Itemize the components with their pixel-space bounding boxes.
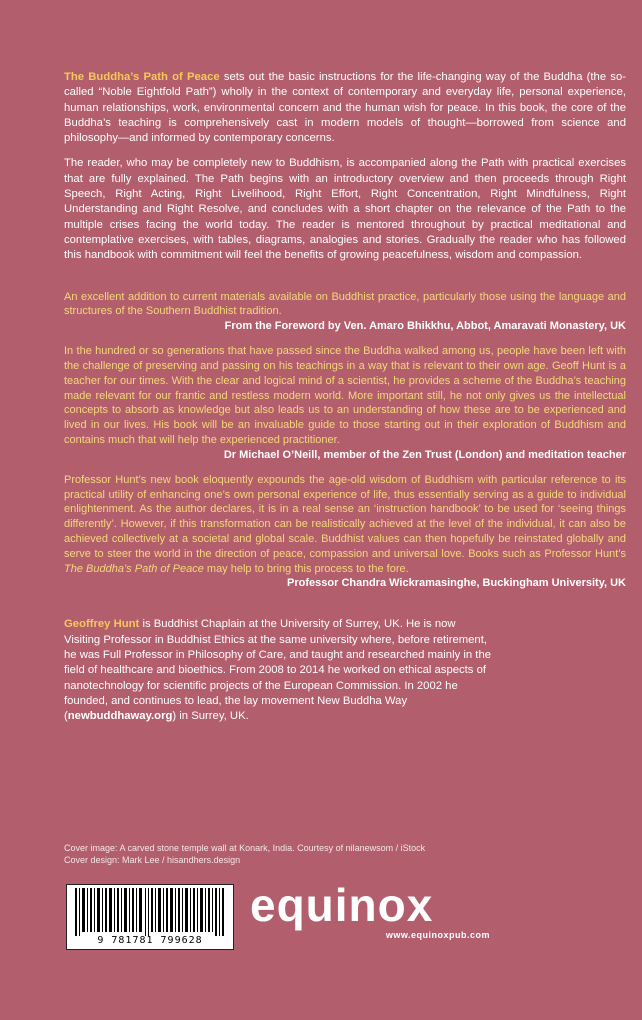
quote-2-attribution: Dr Michael O’Neill, member of the Zen Trust (London) and meditation teacher (223, 448, 626, 461)
quote-3-book-title: The Buddha’s Path of Peace (64, 562, 204, 575)
back-cover-content (64, 70, 626, 724)
isbn-barcode (66, 884, 234, 950)
publisher-logo-text: equinox (250, 879, 434, 931)
quote-3-text-start: Professor Hunt’s new book eloquently expounds the age-old wisdom of Buddhism with particular reference to its practical utility of enhancing one’s own personal experience of life, thus essentially serving as a guide to individual enlightenment. As the author declares, it is in a real sense an ‘instruction handbook’ to be used for ‘seeing things differently’. However, if this transformation can be realistically achieved at the level of the individual, it can also be achieved collectively at a societal and global scale. Buddhist values can then hopefully be reinstated globally and serve to steer the world in the direction of peace, compassion and universal love. Books such as Professor Hunt’s (64, 473, 626, 560)
blurb-paragraph-2: The reader, who may be completely new to Buddhism, is accompanied along the Path with practical exercises that are fully explained. The Path begins with an introductory overview and then proceeds through Right Speech, Right Acting, Right Livelihood, Right Effort, Right Concentration, Right Mindfulness, Right Understanding and Right Resolve, and concludes with a short chapter on the relevance of the Path to the multiple crises facing the world today. The reader is mentored throughout by practical meditational and contemplative exercises, with tables, diagrams, analogies and stories. Gradually the reader who has followed this handbook with commitment will feel the benefits of growing peacefulness, wisdom and compassion. (64, 157, 626, 262)
barcode-icon (67, 888, 233, 938)
cover-image-credit: Cover image: A carved stone temple wall at Konark, India. Courtesy of nilanewsom / iStock (64, 843, 426, 853)
publisher-url: www.equinoxpub.com (385, 930, 490, 940)
quote-3-text (64, 473, 626, 577)
isbn-number: 9 781781 799628 (97, 935, 203, 946)
quote-3-text-end: may help to bring this process to the fore. (203, 562, 409, 575)
author-bio-text: is Buddhist Chaplain at the University of Surrey, UK. He is now Visiting Professor in Buddhist Ethics at the same university where, before retirement, he was Full Professor in Philosophy of Care, and taught and researched mainly in the field of healthcare and bioethics. From 2008 to 2014 he worked on ethical aspects of nanotechnology for scientific projects of the European Commission. In 2002 he founded, and continues to lead, the lay movement New Buddha Way ( (64, 618, 492, 723)
publisher-logo (250, 879, 490, 942)
quote-3-attribution: Professor Chandra Wickramasinghe, Buckingham University, UK (287, 577, 626, 590)
author-bio-end: ) in Surrey, UK. (172, 710, 249, 723)
book-title-highlight: The Buddha’s Path of Peace (64, 71, 220, 83)
cover-credits (64, 842, 425, 866)
author-website-link: newbuddhaway.org (67, 710, 173, 723)
quote-1-attribution: From the Foreword by Ven. Amaro Bhikkhu, Abbot, Amaravati Monastery, UK (224, 320, 626, 333)
blurb-1-text: sets out the basic instructions for the life-changing way of the Buddha (the so-called “Noble Eightfold Path”) wholly in the context of contemporary and everyday life, personal experience, human relationships, work, environmental concern and the human wish for peace. In this book, the core of the Buddha’s teaching is comprehensively cast in modern models of thought—borrowed from science and philosophy—and informed by contemporary concerns. (64, 71, 626, 145)
quote-1-text: An excellent addition to current materials available on Buddhist practice, particularly those using the language and structures of the Southern Buddhist tradition. (64, 290, 626, 318)
author-name: Geoffrey Hunt (64, 618, 140, 631)
cover-design-credit: Cover design: Mark Lee / hisandhers.design (64, 855, 241, 865)
quote-2-text: In the hundred or so generations that have passed since the Buddha walked among us, people have been left with the challenge of preserving and passing on his teachings in a way that is relevant to their own age. Geoff Hunt is a teacher for our times. With the clear and logical mind of a scientist, he provides a scheme of the Buddha’s teaching made relevant for our frantic and restless modern world. More important still, he not only gives us the intellectual concepts to absorb as knowledge but also leads us to an understanding of how these are to be experienced and lived in our lives. His book will be an invaluable guide to those starting out in their exploration of Buddhism and contains much that will help the experienced practitioner. (64, 345, 626, 446)
blurb-paragraph-1 (64, 70, 626, 146)
author-bio (64, 617, 494, 724)
